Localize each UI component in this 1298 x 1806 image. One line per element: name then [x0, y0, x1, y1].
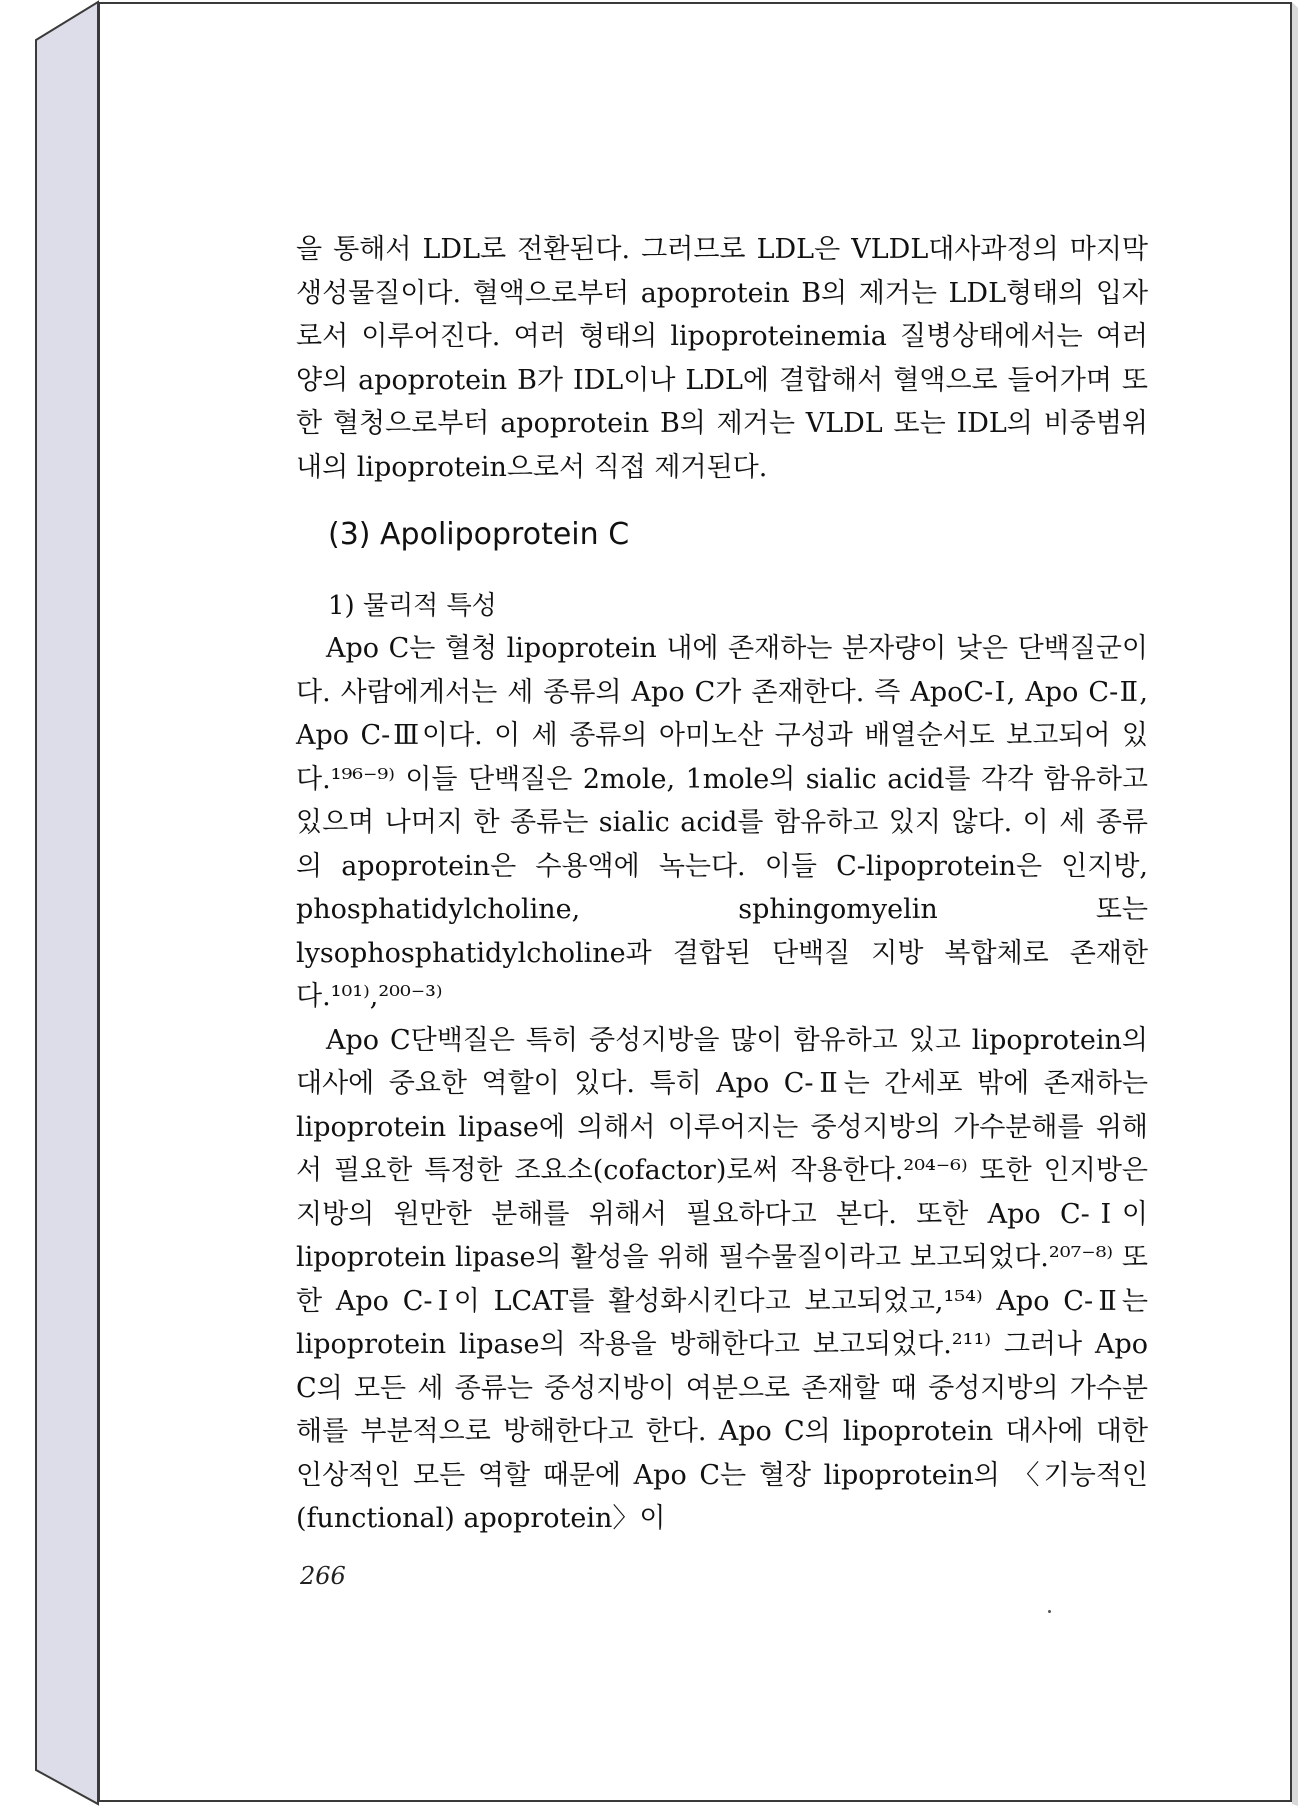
paragraph: Apo C단백질은 특히 중성지방을 많이 함유하고 있고 lipoprotein의 대사에 중요한 역할이 있다. 특히 Apo C-Ⅱ는 간세포 밖에 존재하는 lipoprotein lipase에 의해서 이루어지는 중성지방의 가수분해를 위해서 필요한 특정한 조요소(cofactor)로써 작용한다.²⁰⁴⁻⁶⁾ 또한 인지방은 지방의 원만한 분해를 위해서 필요하다고 본다. 또한 Apo C-Ⅰ이 lipoprotein lipase의 활성을 위해 필수물질이라고 보고되었다.²⁰⁷⁻⁸⁾ 또한 Apo C-Ⅰ이 LCAT를 활성화시킨다고 보고되었고,¹⁵⁴⁾ Apo C-Ⅱ는 lipoprotein lipase의 작용을 방해한다고 보고되었다.²¹¹⁾ 그러나 Apo C의 모든 세 종류는 중성지방이 여분으로 존재할 때 중성지방의 가수분해를 부분적으로 방해한다고 한다. Apo C의 lipoprotein 대사에 대한 인상적인 모든 역할 때문에 Apo C는 혈장 lipoprotein의 〈기능적인(functional) apoprotein〉이 — [296, 1024, 1148, 1534]
paragraph: Apo C는 혈청 lipoprotein 내에 존재하는 분자량이 낮은 단백질군이다. 사람에게서는 세 종류의 Apo C가 존재한다. 즉 ApoC-Ⅰ, Apo C-Ⅱ, Apo C-Ⅲ이다. 이 세 종류의 아미노산 구성과 배열순서도 보고되어 있다.¹⁹⁶⁻⁹⁾ 이들 단백질은 2mole, 1mole의 sialic acid를 각각 함유하고 있으며 나머지 한 종류는 sialic acid를 함유하고 있지 않다. 이 세 종류의 apoprotein은 수용액에 녹는다. 이들 C-lipoprotein은 인지방, phosphatidylcholine, sphingomyelin 또는 lysophosphatidylcholine과 결합된 단백질 지방 복합체로 존재한다.¹⁰¹⁾,²⁰⁰⁻³⁾ — [296, 633, 1148, 1012]
paragraph-continuation: 을 통해서 LDL로 전환된다. 그러므로 LDL은 VLDL대사과정의 마지막 생성물질이다. 혈액으로부터 apoprotein B의 제거는 LDL형태의 입자로서 이루어진다. 여러 형태의 lipoproteinemia 질병상태에서는 여러 양의 apoprotein B가 IDL이나 LDL에 결합해서 혈액으로 들어가며 또한 혈청으로부터 apoprotein B의 제거는 VLDL 또는 IDL의 비중범위내의 lipoprotein으로서 직접 제거된다. — [296, 234, 1148, 483]
section-heading: (3) Apolipoprotein C — [328, 517, 630, 552]
page-text — [296, 228, 1148, 1541]
speck — [1048, 1610, 1051, 1613]
sub-heading: 1) 물리적 특성 — [328, 591, 497, 621]
page-number: 266 — [300, 1562, 346, 1590]
